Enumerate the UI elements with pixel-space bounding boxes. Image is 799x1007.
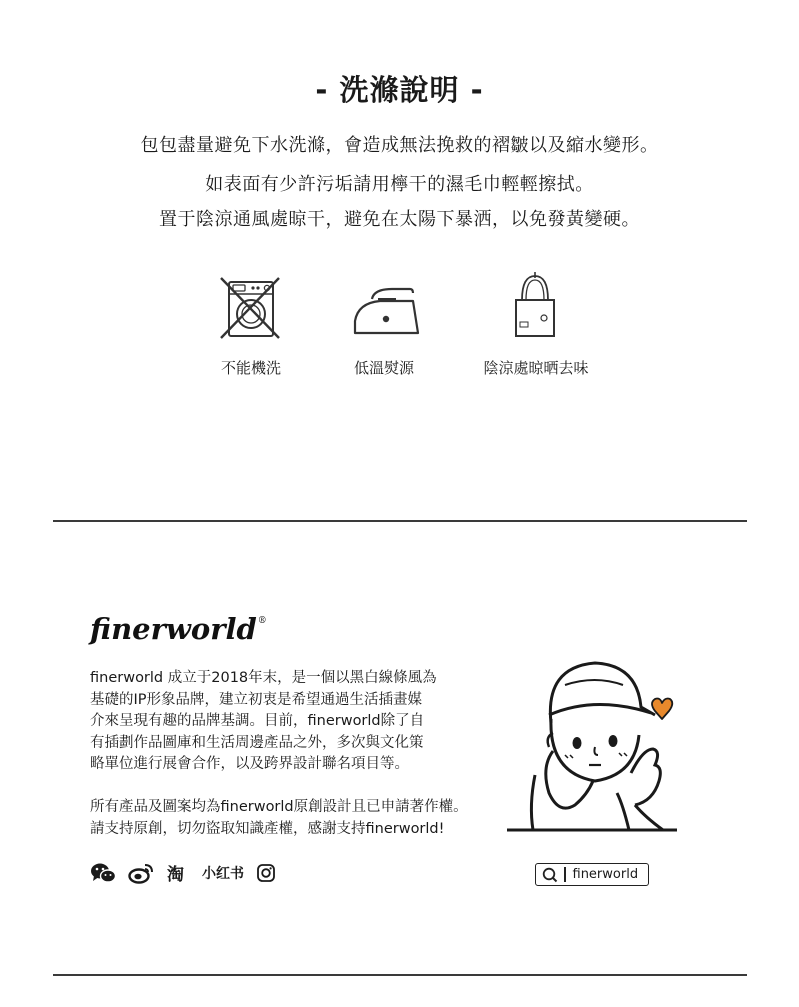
search-box[interactable] — [535, 863, 649, 886]
care-label-shade-dry: 陰涼處晾晒去味 — [483, 359, 589, 377]
care-line-2: 如表面有少許污垢請用檸干的濕毛巾輕輕擦拭。 — [205, 174, 594, 195]
care-label-low-temp-iron: 低溫熨源 — [353, 359, 414, 377]
svg-text:淘: 淘 — [167, 865, 184, 884]
no-machine-wash-icon — [215, 272, 285, 342]
mascot-illustration — [505, 655, 685, 835]
copyright-line: 所有產品及圖案均為finerworld原創設計且已申請著作權。 — [90, 799, 468, 815]
brand-about — [90, 668, 437, 776]
low-temp-iron-icon — [350, 275, 420, 345]
about-line: 略單位進行展會合作，以及跨界設計聯名項目等。 — [90, 756, 409, 772]
about-line: 有插劃作品圖庫和生活周邊產品之外，多次與文化策 — [90, 734, 424, 751]
copyright-line: 請支持原創，切勿盜取知識產權，感謝支持finerworld! — [90, 820, 445, 837]
care-line-1: 包包盡量避免下水洗滌，會造成無法挽救的褶皺以及縮水變形。 — [140, 135, 659, 156]
taobao-icon[interactable] — [166, 862, 190, 884]
wechat-icon[interactable] — [90, 862, 116, 884]
care-label-no-machine-wash: 不能機洗 — [220, 359, 281, 377]
search-value: finerworld — [572, 867, 639, 882]
instagram-icon[interactable] — [256, 862, 276, 884]
search-icon — [540, 865, 560, 885]
hanging-tote-bag-icon — [500, 270, 570, 340]
search-separator — [564, 867, 566, 882]
care-title: - 洗滌說明 - — [315, 73, 484, 107]
section-divider-bottom — [53, 974, 747, 976]
weibo-icon[interactable] — [128, 862, 154, 884]
xiaohongshu-icon[interactable]: 小红书 — [202, 866, 244, 882]
care-line-3: 置于陰涼通風處晾干，避免在太陽下暴洒，以免發黃變硬。 — [159, 209, 640, 230]
brand-copyright — [90, 797, 468, 840]
about-line: 介來呈現有趣的品牌基調。目前，finerworld除了自 — [90, 713, 425, 729]
brand-logo: finerworld® — [90, 612, 267, 646]
social-icons — [90, 862, 276, 884]
section-divider-top — [53, 520, 747, 522]
about-line: finerworld 成立于2018年末，是一個以黑白線條風為 — [90, 670, 437, 686]
about-line: 基礎的IP形象品牌，建立初衷是希望通過生活插畫媒 — [90, 691, 423, 708]
